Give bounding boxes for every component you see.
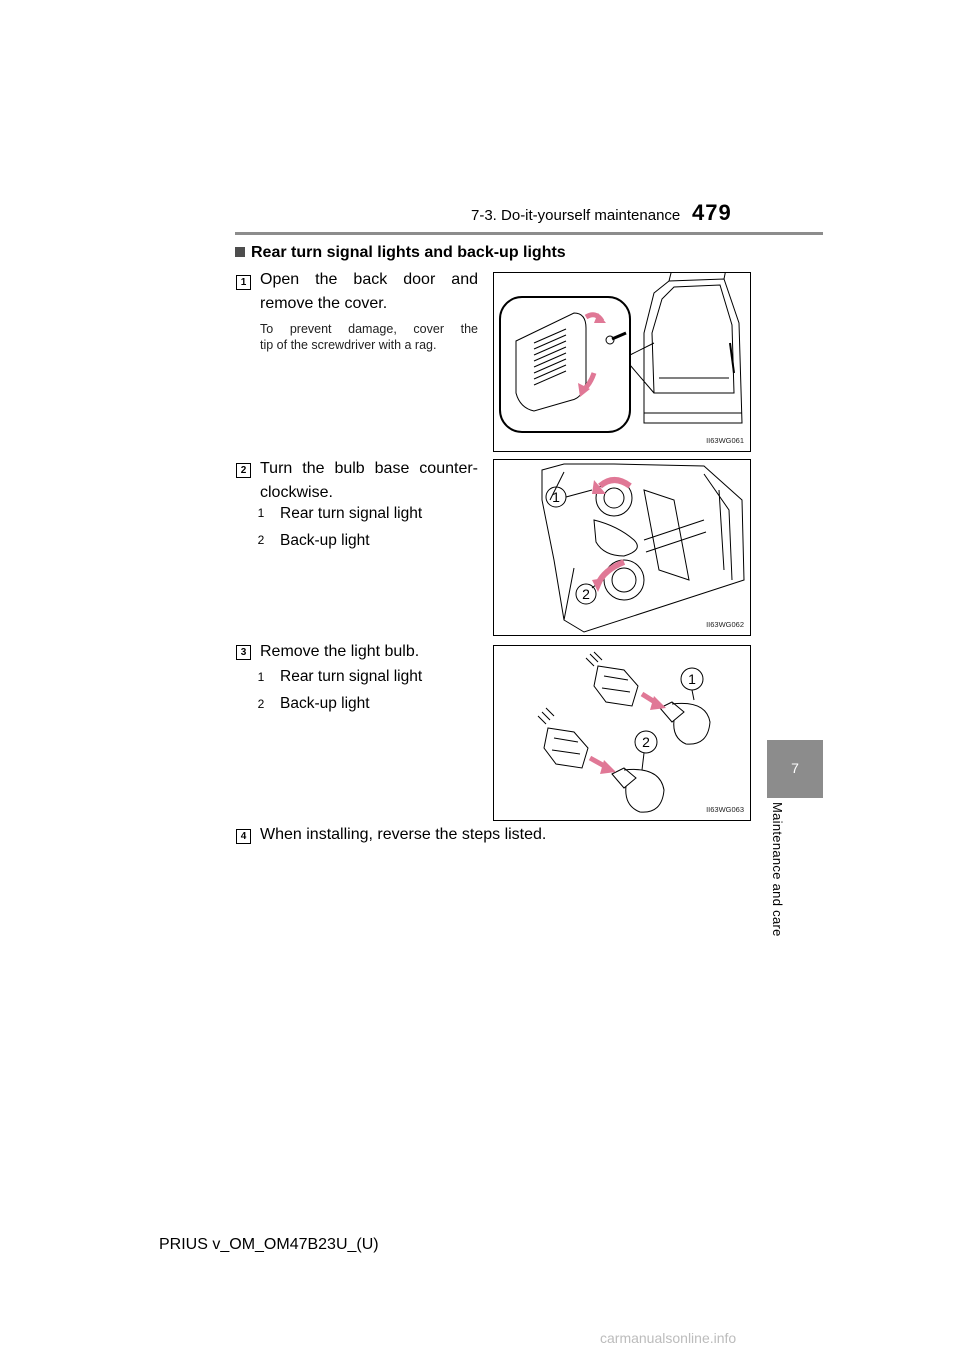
step-note: tip of the screwdriver with a rag. [260, 338, 437, 352]
step-text: Open the back door and [260, 271, 478, 288]
step-text: clockwise. [260, 484, 333, 501]
item-label: Rear turn signal light [280, 668, 423, 685]
step-number: 1 [236, 275, 251, 290]
step-note: To prevent damage, cover the [260, 322, 478, 336]
chapter-tab [767, 740, 823, 798]
step-text: Turn the bulb base counter- [260, 460, 478, 477]
step-text: remove the cover. [260, 295, 388, 312]
item-number: 2 [257, 533, 265, 547]
lamp-housing-illustration [494, 460, 750, 635]
bulbs-illustration [494, 646, 750, 820]
item-number: 1 [257, 506, 265, 520]
page-number: 479 [692, 200, 732, 225]
document-footer: PRIUS v_OM_OM47B23U_(U) [159, 1236, 379, 1253]
figure-code: II63WG061 [706, 436, 744, 445]
header-divider [235, 232, 823, 235]
back-door-illustration [494, 273, 750, 451]
square-bullet-icon [235, 247, 245, 257]
chapter-number: 7 [791, 760, 799, 776]
figure-remove-bulb [493, 645, 751, 821]
figure-code: II63WG063 [706, 805, 744, 814]
chapter-title: Maintenance and care [770, 802, 785, 937]
running-header-section: 7-3. Do-it-yourself maintenance [471, 207, 681, 224]
callout-1: 1 [688, 671, 696, 687]
figure-turn-bulb-base [493, 459, 751, 636]
item-number: 1 [257, 670, 265, 684]
chapter-title-vertical [770, 802, 790, 962]
item-label: Back-up light [280, 532, 370, 549]
step-text: Remove the light bulb. [260, 643, 420, 660]
callout-1: 1 [552, 489, 560, 505]
item-label: Rear turn signal light [280, 505, 423, 522]
callout-2: 2 [582, 586, 590, 602]
step-number: 4 [236, 829, 251, 844]
item-label: Back-up light [280, 695, 370, 712]
figure-remove-cover [493, 272, 751, 452]
step-number: 2 [236, 463, 251, 478]
section-title: Rear turn signal lights and back-up lights [235, 244, 566, 262]
step-number: 3 [236, 645, 251, 660]
figure-code: II63WG062 [706, 620, 744, 629]
watermark: carmanualsonline.info [600, 1330, 737, 1346]
item-number: 2 [257, 697, 265, 711]
step-text: When installing, reverse the steps listed. [260, 826, 547, 843]
callout-2: 2 [642, 734, 650, 750]
